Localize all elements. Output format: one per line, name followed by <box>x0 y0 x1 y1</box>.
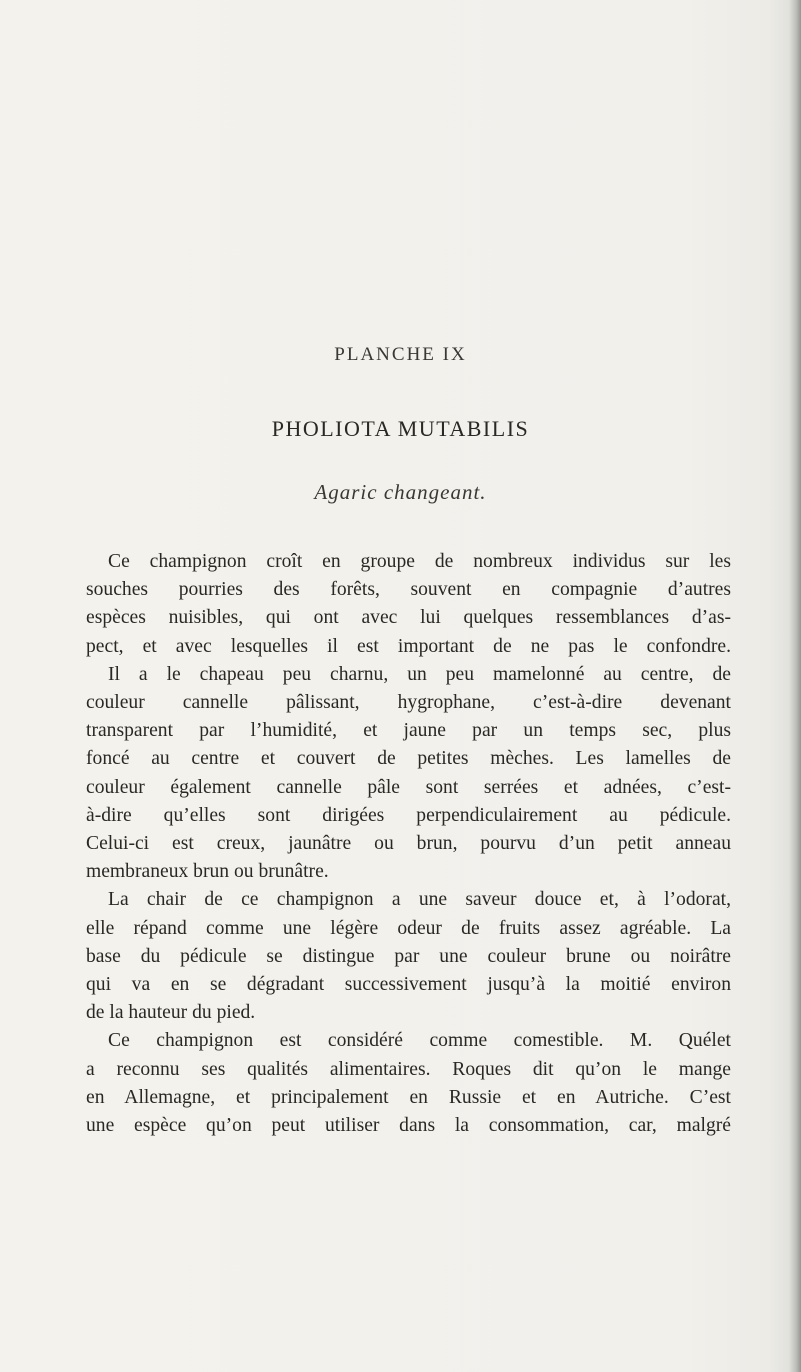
text-line: souches pourries des forêts, souvent en compagnie d’autres <box>86 579 731 601</box>
text-line: une espèce qu’on peut utiliser dans la consommation, car, malgré <box>86 1115 731 1137</box>
text-line: à-dire qu’elles sont dirigées perpendiculairement au pédicule. <box>86 804 731 826</box>
text-line: transparent par l’humidité, et jaune par un temps sec, plus <box>86 720 731 742</box>
text-line: pect, et avec lesquelles il est important de ne pas le confondre. <box>86 635 731 657</box>
page-edge-shadow <box>789 0 801 1372</box>
text-line: en Allemagne, et principalement en Russie et en Autriche. C’est <box>86 1086 731 1108</box>
text-line: Celui-ci est creux, jaunâtre ou brun, pourvu d’un petit anneau <box>86 833 731 855</box>
plate-label: PLANCHE IX <box>334 344 467 365</box>
text-line: de la hauteur du pied. <box>86 1002 256 1024</box>
text-line: membraneux brun ou brunâtre. <box>86 861 329 883</box>
text-line: Ce champignon croît en groupe de nombreux individus sur les <box>108 551 731 572</box>
text-line: a reconnu ses qualités alimentaires. Roques dit qu’on le mange <box>86 1058 731 1080</box>
text-line: base du pédicule se distingue par une couleur brune ou noirâtre <box>86 945 731 967</box>
text-line: espèces nuisibles, qui ont avec lui quelques ressemblances d’as- <box>86 607 731 629</box>
text-line: La chair de ce champignon a une saveur douce et, à l’odorat, <box>108 889 731 911</box>
species-title: PHOLIOTA MUTABILIS <box>271 416 530 441</box>
text-line: couleur également cannelle pâle sont serrées et adnées, c’est- <box>86 776 731 798</box>
text-line: Il a le chapeau peu charnu, un peu mamelonné au centre, de <box>108 663 731 685</box>
text-line: foncé au centre et couvert de petites mèches. Les lamelles de <box>86 748 731 770</box>
text-line: elle répand comme une légère odeur de fruits assez agréable. La <box>86 917 731 939</box>
text-line: couleur cannelle pâlissant, hygrophane, c’est-à-dire devenant <box>86 692 731 714</box>
common-name: Agaric changeant. <box>314 480 487 504</box>
text-line: qui va en se dégradant successivement jusqu’à la moitié environ <box>86 974 731 996</box>
text-line: Ce champignon est considéré comme comestible. M. Quélet <box>108 1030 731 1052</box>
body-text <box>86 548 731 1140</box>
